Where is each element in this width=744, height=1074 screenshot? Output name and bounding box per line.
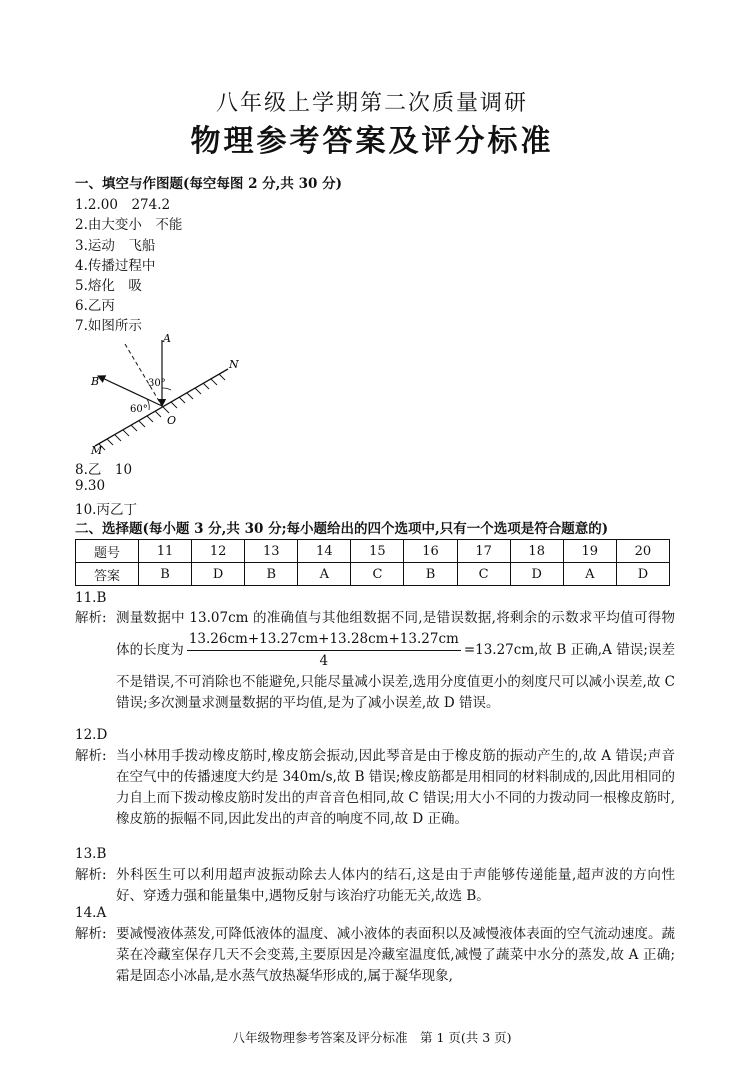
table-cell: 12 bbox=[192, 540, 245, 563]
page-footer: 八年级物理参考答案及评分标准 第 1 页(共 3 页) bbox=[232, 1030, 512, 1045]
section1-heading: 一、填空与作图题(每空每图 2 分,共 30 分) bbox=[75, 176, 342, 192]
q13-title: 13.B bbox=[75, 846, 107, 862]
table-cell: 18 bbox=[510, 540, 563, 563]
table-cell: 17 bbox=[457, 540, 510, 563]
label-n: N bbox=[229, 358, 239, 371]
q12-text: 当小林用手拨动橡皮筋时,橡皮筋会振动,因此琴音是由于橡皮筋的振动产生的,故 A 错误;声音在空气中的传播速度大约是 340m/s,故 B 错误;橡皮筋都是用相同的材料制成的,因此用相同的力自上而下拨动橡皮筋时发出的声音音色相同,故 C 错误;用大小不同的力拨动同一根橡皮筋时,橡皮筋的振幅不同,因此发出的声音的响度不同,故 D 正确。 bbox=[116, 748, 675, 827]
q14-explanation bbox=[75, 924, 675, 987]
q11-text-a: 测量数据中 13.07cm 的准确值与其他组数据不同,是错误数据,将剩余的示数求平均值可得物体的长度为 bbox=[116, 610, 675, 658]
table-cell: 答案 bbox=[76, 563, 139, 586]
table-row bbox=[76, 540, 670, 563]
q11-explanation bbox=[75, 608, 675, 714]
answer-line: 10.丙乙丁 bbox=[75, 502, 137, 518]
table-cell: D bbox=[510, 563, 563, 586]
answer-line: 8.乙 10 bbox=[75, 462, 133, 478]
angle-60: 60° bbox=[130, 404, 148, 415]
average-fraction bbox=[187, 629, 461, 672]
q13-text: 外科医生可以利用超声波振动除去人体内的结石,这是由于声能够传递能量,超声波的方向性好、穿透力强和能量集中,遇物反射与该治疗功能无关,故选 B。 bbox=[116, 867, 675, 904]
page-title: 物理参考答案及评分标准 bbox=[190, 124, 554, 159]
angle-30: 30° bbox=[148, 378, 166, 389]
table-cell: B bbox=[404, 563, 457, 586]
table-cell: 11 bbox=[139, 540, 192, 563]
label-b: B bbox=[91, 375, 100, 388]
fraction-denominator: 4 bbox=[319, 653, 329, 669]
table-cell: D bbox=[616, 563, 669, 586]
table-cell: A bbox=[298, 563, 351, 586]
answer-line: 5.熔化 吸 bbox=[75, 278, 142, 294]
label-a: A bbox=[163, 332, 171, 345]
answer-line: 2.由大变小 不能 bbox=[75, 217, 183, 233]
label-o: O bbox=[167, 414, 177, 427]
answer-line: 4.传播过程中 bbox=[75, 258, 156, 274]
table-cell: 题号 bbox=[76, 540, 139, 563]
label-m: M bbox=[91, 444, 103, 457]
q12-title: 12.D bbox=[75, 727, 108, 743]
answer-line: 7.如图所示 bbox=[75, 318, 142, 334]
table-cell: 14 bbox=[298, 540, 351, 563]
fraction-numerator: 13.26cm+13.27cm+13.28cm+13.27cm bbox=[187, 629, 461, 651]
q11-title: 11.B bbox=[75, 590, 107, 606]
table-cell: C bbox=[457, 563, 510, 586]
table-cell: 20 bbox=[616, 540, 669, 563]
section2-heading: 二、选择题(每小题 3 分,共 30 分;每小题给出的四个选项中,只有一个选项是符合题意的) bbox=[75, 521, 609, 537]
table-cell: C bbox=[351, 563, 404, 586]
explanation-label: 解析: bbox=[75, 748, 107, 764]
answer-line: 6.乙丙 bbox=[75, 298, 115, 314]
table-cell: 19 bbox=[563, 540, 616, 563]
q11-text-b: =13.27cm,故 B 正确,A 错误;误差不是错误,不可消除也不能避免,只能尽量减小误差,选用分度值更小的刻度尺可以减小误差,故 C 错误;多次测量求测量数据的平均值,是为了减小误差,故 D 错误。 bbox=[116, 642, 676, 711]
answer-line: 3.运动 飞船 bbox=[75, 238, 156, 254]
table-cell: D bbox=[192, 563, 245, 586]
table-cell: 16 bbox=[404, 540, 457, 563]
table-cell: A bbox=[563, 563, 616, 586]
answer-table bbox=[75, 539, 670, 586]
explanation-label: 解析: bbox=[75, 610, 107, 626]
table-cell: B bbox=[245, 563, 298, 586]
answer-line: 1.2.00 274.2 bbox=[75, 197, 171, 213]
answer-line: 9.30 bbox=[75, 478, 106, 494]
table-cell: 13 bbox=[245, 540, 298, 563]
page-subtitle: 八年级上学期第二次质量调研 bbox=[215, 91, 528, 116]
q14-text: 要减慢液体蒸发,可降低液体的温度、减小液体的表面积以及减慢液体表面的空气流动速度。蔬菜在冷藏室保存几天不会变蔫,主要原因是冷藏室温度低,减慢了蔬菜中水分的蒸发,故 A 正确;霜是固态小冰晶,是水蒸气放热凝华形成的,属于凝华现象, bbox=[116, 926, 675, 984]
q13-explanation bbox=[75, 865, 675, 907]
table-cell: 15 bbox=[351, 540, 404, 563]
table-cell: B bbox=[139, 563, 192, 586]
reflection-diagram bbox=[85, 330, 255, 460]
explanation-label: 解析: bbox=[75, 926, 107, 942]
q14-title: 14.A bbox=[75, 905, 107, 921]
q12-explanation bbox=[75, 746, 675, 830]
explanation-label: 解析: bbox=[75, 867, 107, 883]
table-row bbox=[76, 563, 670, 586]
